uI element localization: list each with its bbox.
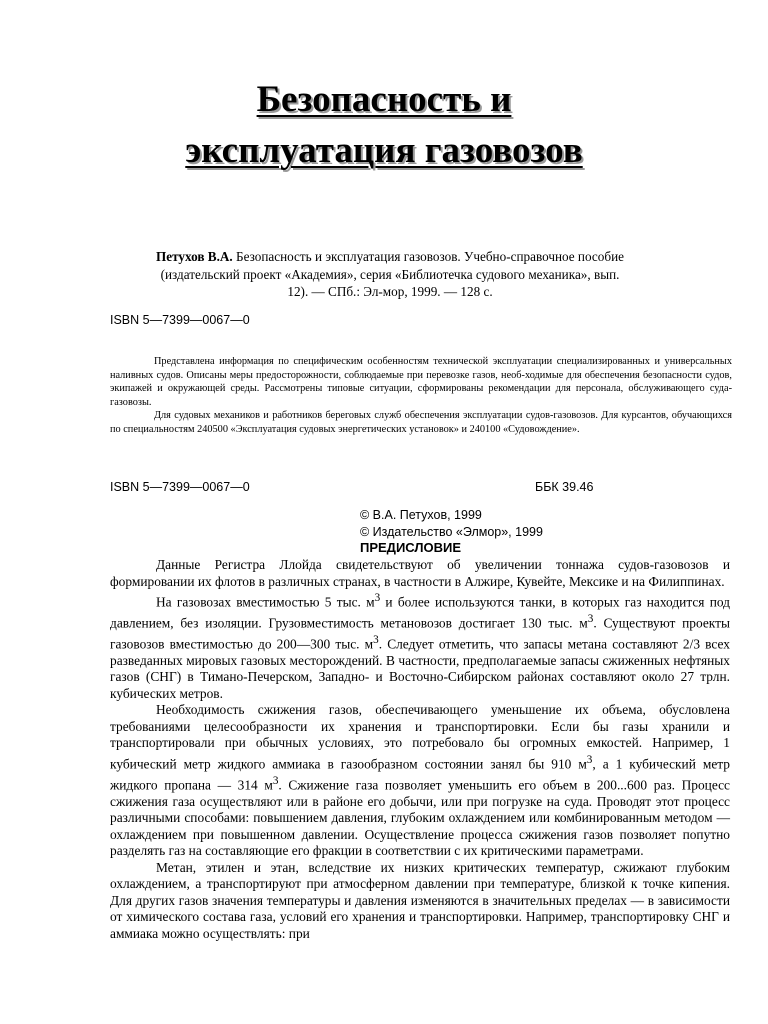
preface-paragraph-2 [110,590,730,702]
p3-sup-2: 3 [272,774,279,787]
title-line-1: Безопасность и [256,79,512,120]
title-line-2: эксплуатация газовозов [185,130,583,171]
bbk-code: ББК 39.46 [535,480,594,494]
preface-heading: ПРЕДИСЛОВИЕ [360,540,461,555]
document-title [0,74,768,176]
bibliographic-details: Безопасность и эксплуатация газовозов. Учебно-справочное пособие (издательский проект «Академия», серия «Библиотечка судового механика», вып. 12). — СПб.: Эл-мор, 1999. — 128 с. [160,249,624,299]
p3-text-a: Необходимость сжижения газов, обеспечивающего уменьшение их объема, обусловлена требованиями целесообразности их хранения и транспортировки. Если бы газы хранили и транспортировали при обычных условиях, это потребовало бы огромных емкостей. Например, 1 кубический метр жидкого аммиака в газообразном состоянии занял бы 910 м [110,702,730,772]
preface-paragraph-4: Метан, этилен и этан, вследствие их низких критических температур, сжижают глубоким охлаждением, а транспортируют при атмосферном давлении при температуре, близкой к точке кипения. Для других газов значения температуры и давления изменяются в значительных пределах — в зависимости от химического состава газа, условий его хранения и транспортировки. Например, транспортировку СНГ и аммиака можно осуществлять: при [110,859,730,941]
p3-text-c: . Сжижение газа позволяет уменьшить его объем в 200...600 раз. Процесс сжижения газа осуществляют или в районе его добычи, или при погрузке на суда. Проводят этот процесс различными способами: повышением давления, глубоким охлаждением или комбинированным методом — охлаждением при повышенном давлении. Осуществление процесса сжижения газов позволяет попутно разделять газ на составляющие его фракции в соответствии с их критическими параметрами. [110,777,730,859]
p2-sup-3: 3 [373,633,379,646]
preface-body [110,557,730,942]
isbn-bottom: ISBN 5—7399—0067—0 [110,480,250,494]
p3-sup-1: 3 [586,753,593,766]
p2-sup-1: 3 [374,592,381,604]
copyright-publisher: © Издательство «Элмор», 1999 [360,525,543,539]
p2-text-b: и более используются танки, в которых газ находится под давлением, без изоляции. Грузовместимость метановозов достигает 130 тыс. м [110,594,730,631]
copyright-author: © В.А. Петухов, 1999 [360,508,482,522]
preface-paragraph-1: Данные Регистра Ллойда свидетельствуют об увеличении тоннажа судов-газовозов и формировании их флотов в различных странах, в частности в Алжире, Кувейте, Мексике и на Филиппинах. [110,557,730,589]
author-name: Петухов В.А. [156,249,233,264]
p2-text-c: . Существуют проекты газовозов вместимостью до 200—300 тыс. м [110,615,730,652]
annotation-paragraph-1: Представлена информация по специфическим особенностям технической эксплуатации специализированных и универсальных наливных судов. Описаны меры предосторожности, соблюдаемые при перевозке газов, необ-ходимые для обеспечения безопасности судов, экипажей и окружающей среды. Рассмотрены типовые ситуации, сформированы рекомендации для персонала, обслуживающего суда-газовозы. [110,356,732,408]
p2-sup-2: 3 [587,612,594,625]
p2-text-d: . Следует отметить, что запасы метана составляют 2/3 всех разведанных мировых газовых месторождений. В частности, предполагаемые запасы сжиженных нефтяных газов (СНГ) в Тимано-Печерском, Западно- и Восточно-Сибирском районах составляют около 27 трлн. кубических метров. [110,636,730,701]
isbn-top: ISBN 5—7399—0067—0 [110,313,250,327]
p3-text-b: , а 1 кубический метр жидкого пропана — 314 м [110,756,730,793]
preface-paragraph-3 [110,702,730,859]
p2-text-a: На газовозах вместимостью 5 тыс. м [156,594,375,610]
annotation-paragraph-2: Для судовых механиков и работников береговых служб обеспечения эксплуатации судов-газовозов. Для курсантов, обучающихся по специальностям 240500 «Эксплуатация судовых энергетических установок» и 240100 «Судовождение». [110,410,732,435]
annotation [110,355,732,436]
bibliographic-record [150,248,630,301]
